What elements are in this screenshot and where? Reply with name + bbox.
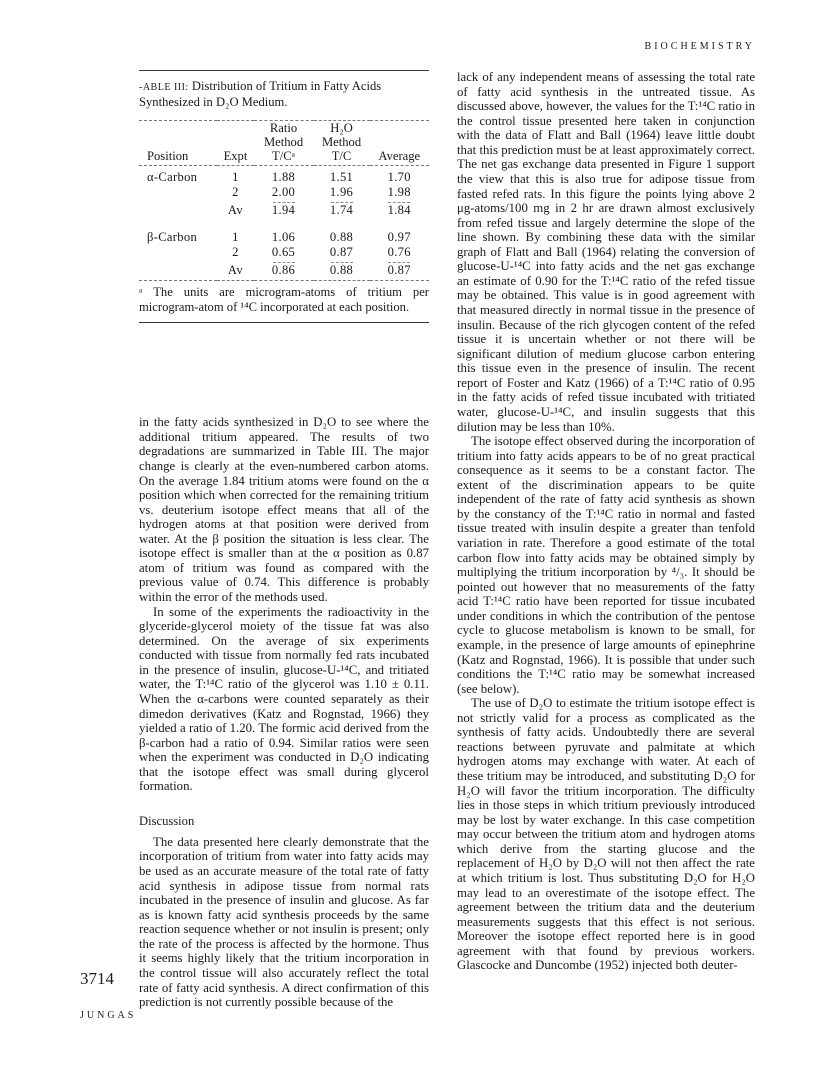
col-header-h2o: H₂O Method T/C <box>314 120 370 165</box>
cell-average: 1.84 <box>387 202 411 217</box>
cell-average: 0.76 <box>387 245 411 260</box>
table-row <box>139 165 429 185</box>
cell-average: 0.97 <box>387 230 411 245</box>
body-paragraph: lack of any independent means of assessing the total rate of fatty acid synthesis in the untreated tissue. As discussed above, however, the values for the T:¹⁴C ratio in the control tissue presented here taken in conjunction with the data of Flatt and Ball (1964) leave little doubt that this prediction must be at least approximately correct. The net gas exchange data presented in Figure 1 support the view that this is also true for adipose tissue from fasted refed rats. In this figure the points lying above 2 μg-atoms/100 mg in 2 hr are drawn almost exclusively from refed tissue and largely determine the slope of the line shown. By combining these data with the similar graph of Flatt and Ball (1964) relating the conversion of glucose-U-¹⁴C into fatty acids and the net gas exchange an estimate of 0.90 for the T:¹⁴C ratio of the refed tissue may be obtained. This value is in good agreement with that measured directly in normal tissue in the presence of insulin. Because of the rich glycogen content of the refed tissue it is uncertain whether or not there will be significant dilution of medium glucose carbon entering this tissue even in the presence of insulin. The recent report of Foster and Katz (1966) of a T:¹⁴C ratio of 0.95 in the fatty acids of refed tissue incubated with tritiated water, glucose-U-¹⁴C, and insulin suggests that this dilution may be less than 10%. <box>457 70 755 434</box>
col-header-position: Position <box>139 120 217 165</box>
cell-h2o: 0.88 <box>329 230 354 245</box>
cell-ratio: 0.86 <box>271 263 296 278</box>
table-title: Distribution of Tritium in Fatty Acids Synthesized in D₂O Medium. <box>139 79 382 110</box>
table-footnote: ᵃ The units are microgram-atoms of tritium per microgram-atom of ¹⁴C incorporated at each position. <box>139 285 429 323</box>
table-row <box>139 245 429 260</box>
tritium-table <box>139 120 429 281</box>
table-row-average <box>139 203 429 218</box>
body-paragraph: In some of the experiments the radioactivity in the glyceride-glycerol moiety of the tissue fat was also determined. On the average of six experiments conducted with tissue from normally fed rats incubated in the presence of insulin, glucose-U-¹⁴C, and tritiated water, the T:¹⁴C ratio of the glycerol was 1.10 ± 0.11. When the α-carbons were counted separately as their dimedon derivatives (Katz and Rognstad, 1966) they yielded a ratio of 1.20. The formic acid derived from the β-carbon had a ratio of 0.94. Similar ratios were seen when the experiment was conducted in D₂O indicating that the isotope effect was small during glycerol formation. <box>139 604 429 794</box>
running-footer-author: JUNGAS <box>80 1010 137 1021</box>
cell-ratio: 2.00 <box>271 185 296 200</box>
right-column <box>457 70 755 973</box>
left-column <box>139 70 429 1010</box>
cell-ratio: 1.94 <box>271 202 296 217</box>
col-header-expt: Expt <box>217 120 253 165</box>
row-label: β-Carbon <box>147 230 198 245</box>
row-label: α-Carbon <box>147 169 198 184</box>
spacer <box>139 323 429 415</box>
table-row <box>139 218 429 245</box>
cell-h2o: 1.51 <box>329 169 354 184</box>
cell-ratio: 1.88 <box>271 169 296 184</box>
cell-expt: Av <box>227 202 243 217</box>
table-caption <box>139 70 429 110</box>
journal-header: BIOCHEMISTRY <box>644 41 755 52</box>
table-row-average <box>139 263 429 281</box>
cell-average: 1.98 <box>387 185 411 200</box>
cell-average: 0.87 <box>387 263 411 278</box>
cell-h2o: 0.88 <box>329 263 354 278</box>
table-label: -ABLE III: <box>139 82 189 93</box>
table-header-row <box>139 120 429 165</box>
cell-expt: Av <box>227 263 243 278</box>
cell-expt: 2 <box>232 245 239 260</box>
cell-h2o: 1.96 <box>329 185 354 200</box>
cell-h2o: 0.87 <box>329 245 354 260</box>
cell-h2o: 1.74 <box>329 202 354 217</box>
page-number: 3714 <box>80 969 114 988</box>
cell-expt: 1 <box>232 169 239 184</box>
table-row <box>139 185 429 200</box>
col-header-average: Average <box>370 120 429 165</box>
cell-expt: 1 <box>232 230 239 245</box>
body-paragraph: The isotope effect observed during the incorporation of tritium into fatty acids appears to be of no great practical consequence as it seems to be a constant factor. The extent of the discrimination appears to be quite independent of the rate of fatty acid synthesis as shown by the constancy of the T:¹⁴C ratio in normal and fasted tissue treated with insulin despite a greater than tenfold variation in rate. Therefore a good estimate of the total carbon flow into fatty acids may be obtained simply by multiplying the tritium incorporation by ⁴/₃. It should be pointed out however that no measurements of the fatty acid T:¹⁴C ratio have been reported for tissue incubated under conditions in which the contribution of the pentose cycle to glucose metabolism is known to be small, for example, in the presence of large amounts of epinephrine (Katz and Rognstad, 1966). It is possible that under such conditions the T:¹⁴C ratio may be somewhat increased (see below). <box>457 434 755 696</box>
body-paragraph: in the fatty acids synthesized in D₂O to see where the additional tritium appeared. The results of two degradations are summarized in Table III. The major change is clearly at the even-numbered carbon atoms. On the average 1.84 tritium atoms were found on the α position which when corrected for the remaining tritium vs. deuterium isotope effect means that all of the hydrogen atoms at that position were derived from water. At the β position the situation is less clear. The isotope effect is smaller than at the α position as 0.87 atom of tritium was found as compared with the previous value of 0.74. This difference is probably within the error of the methods used. <box>139 415 429 604</box>
cell-expt: 2 <box>232 185 239 200</box>
col-header-ratio: Ratio Method T/Cᵃ <box>254 120 314 165</box>
table-three <box>139 70 429 323</box>
body-paragraph: The data presented here clearly demonstrate that the incorporation of tritium from water into fatty acids may be used as an accurate measure of the total rate of fatty acid synthesis in adipose tissue from normal rats incubated in the presence of insulin and glucose. As far as is known fatty acid synthesis proceeds by the same reaction sequence whether or not insulin is present; only the rate of the process is affected by the hormone. Thus it seems highly likely that the tritium incorporation in the control tissue will also accurately reflect the total rate of fatty acid synthesis. A direct confirmation of this prediction is not currently possible because of the <box>139 834 429 1010</box>
section-heading-discussion: Discussion <box>139 813 195 828</box>
cell-ratio: 1.06 <box>271 230 296 245</box>
cell-average: 1.70 <box>387 169 411 184</box>
body-paragraph: The use of D₂O to estimate the tritium isotope effect is not strictly valid for a process as complicated as the synthesis of fatty acids. Undoubtedly there are several reactions between pyruvate and palmitate at which hydrogen atoms may exchange with water. At each of these tritium may be introduced, and substituting D₂O for H₂O will favor the tritium incorporation. The difficulty lies in those steps in which tritium previously introduced may be lost by water exchange. In this case competition may occur between the tritium atom and hydrogen atoms which derive from the starting glucose and the replacement of H₂O by D₂O will not then affect the rate at which tritium is lost. Thus substituting D₂O for H₂O may lead to an overestimate of the isotope effect. The agreement between the tritium data and the deuterium measurements suggests that this effect is not serious. Moreover the isotope effect reported here is in good agreement with that found by previous workers. Glascocke and Duncombe (1952) injected both deuter- <box>457 696 755 973</box>
cell-ratio: 0.65 <box>271 245 296 260</box>
